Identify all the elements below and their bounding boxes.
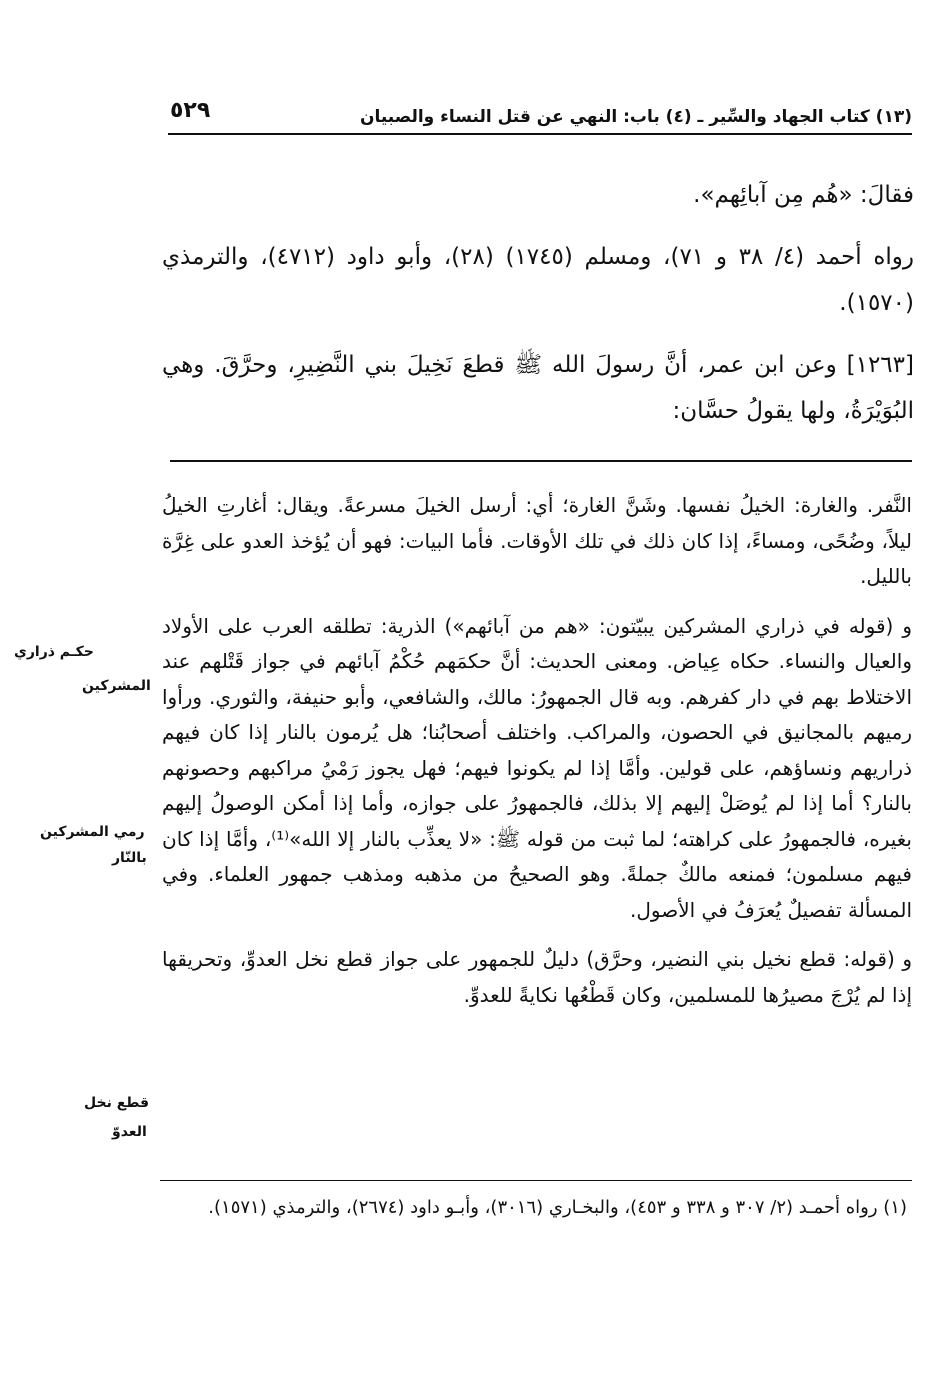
margin-note: بالنّار: [112, 850, 147, 866]
hadith-text: [162, 172, 914, 434]
hadith-ending: فقالَ: «هُم مِن آبائِهم».: [693, 182, 914, 208]
margin-note: رمي المشركين: [40, 824, 145, 840]
hadith-sources: رواه أحمد (٤/ ٣٨ و ٧١)، ومسلم (١٧٤٥) (٢٨)، وأبو داود (٤٧١٢)، والترمذي (١٥٧٠).: [162, 244, 914, 316]
running-header: [170, 98, 912, 129]
margin-note: العدوّ: [112, 1124, 147, 1140]
commentary-paragraph: النَّفر. والغارة: الخيلُ نفسها. وشَنَّ الغارة؛ أي: أرسل الخيلَ مسرعةً. ويقال: أغارتِ الخيلُ ليلاً، وضُحًى، ومساءً، إذا كان ذلك في تلك الأوقات. فأما البيات: فهو أن يُؤخذ العدو على غِرَّة بالليل.: [162, 493, 912, 588]
section-separator: [170, 460, 912, 462]
page-number: ٥٢٩: [170, 98, 211, 123]
commentary-paragraph: و (قوله: قطع نخيل بني النضير، وحرَّق) دليلٌ للجمهور على جواز قطع نخل العدوِّ، وتحريقها إذا لم يُرْجَ مصيرُها للمسلمين، وكان قَطْعُها نكايةً للعدوِّ.: [162, 947, 912, 1007]
footnote: (١) رواه أحمـد (٢/ ٣٠٧ و ٣٣٨ و ٤٥٣)، والبخـاري (٣٠١٦)، وأبـو داود (٢٦٧٤)، والترمذي (١٥٧١).: [208, 1197, 907, 1218]
header-rule: [168, 133, 912, 135]
margin-note: قطع نخل: [84, 1095, 150, 1111]
commentary: [162, 488, 912, 1027]
hadith-1263: [١٢٦٣] وعن ابن عمر، أنَّ رسولَ الله ﷺ قطعَ نَخِيلَ بني النَّضِيرِ، وحرَّقَ. وهي البُوَيْرَةُ، ولها يقولُ حسَّان:: [162, 352, 914, 424]
footnote-rule: [160, 1180, 912, 1181]
header-title: (١٣) كتاب الجهاد والسِّير ـ (٤) باب: النهي عن قتل النساء والصبيان: [359, 107, 912, 127]
margin-note: حكـم ذراري: [14, 644, 94, 660]
commentary-paragraph: و (قوله في ذراري المشركين يبيّتون: «هم من آبائهم») الذرية: تطلقه العرب على الأولاد والعيال والنساء. حكاه عِياض. ومعنى الحديث: أنَّ حكمَهم حُكْمُ آبائهم في جواز قَتْلهم عند الاختلاط بهم في دار كفرهم. وبه قال الجمهورُ: مالك، والشافعي، وأبو حنيفة، والثوري. ورأوا رميهم بالمجانيق في الحصون، والمراكب. واختلف أصحابُنا؛ هل يُرمون بالنار إذا كان فيهم ذراريهم ونساؤهم، على قولين. وأمَّا إذا لم يكونوا فيهم؛ فهل يجوز رَمْيُ مراكبهم وحصونهم بالنار؟ أما إذا لم يُوصَلْ إليهم إلا بذلك، فالجمهورُ على جوازه، وأما إذا أمكن الوصولُ إليهم بغيره، فالجمهورُ على كراهته؛ لما ثبت من قوله ﷺ: «لا يعذِّب بالنار إلا الله»⁽¹⁾، وأمَّا إذا كان فيهم مسلمون؛ فمنعه مالكٌ جملةً. وهو الصحيحُ من مذهبه ومذهب جمهور العلماء. وفي المسألة تفصيلٌ يُعرَفُ في الأصول.: [162, 613, 912, 922]
margin-note: المشركين: [82, 678, 151, 694]
